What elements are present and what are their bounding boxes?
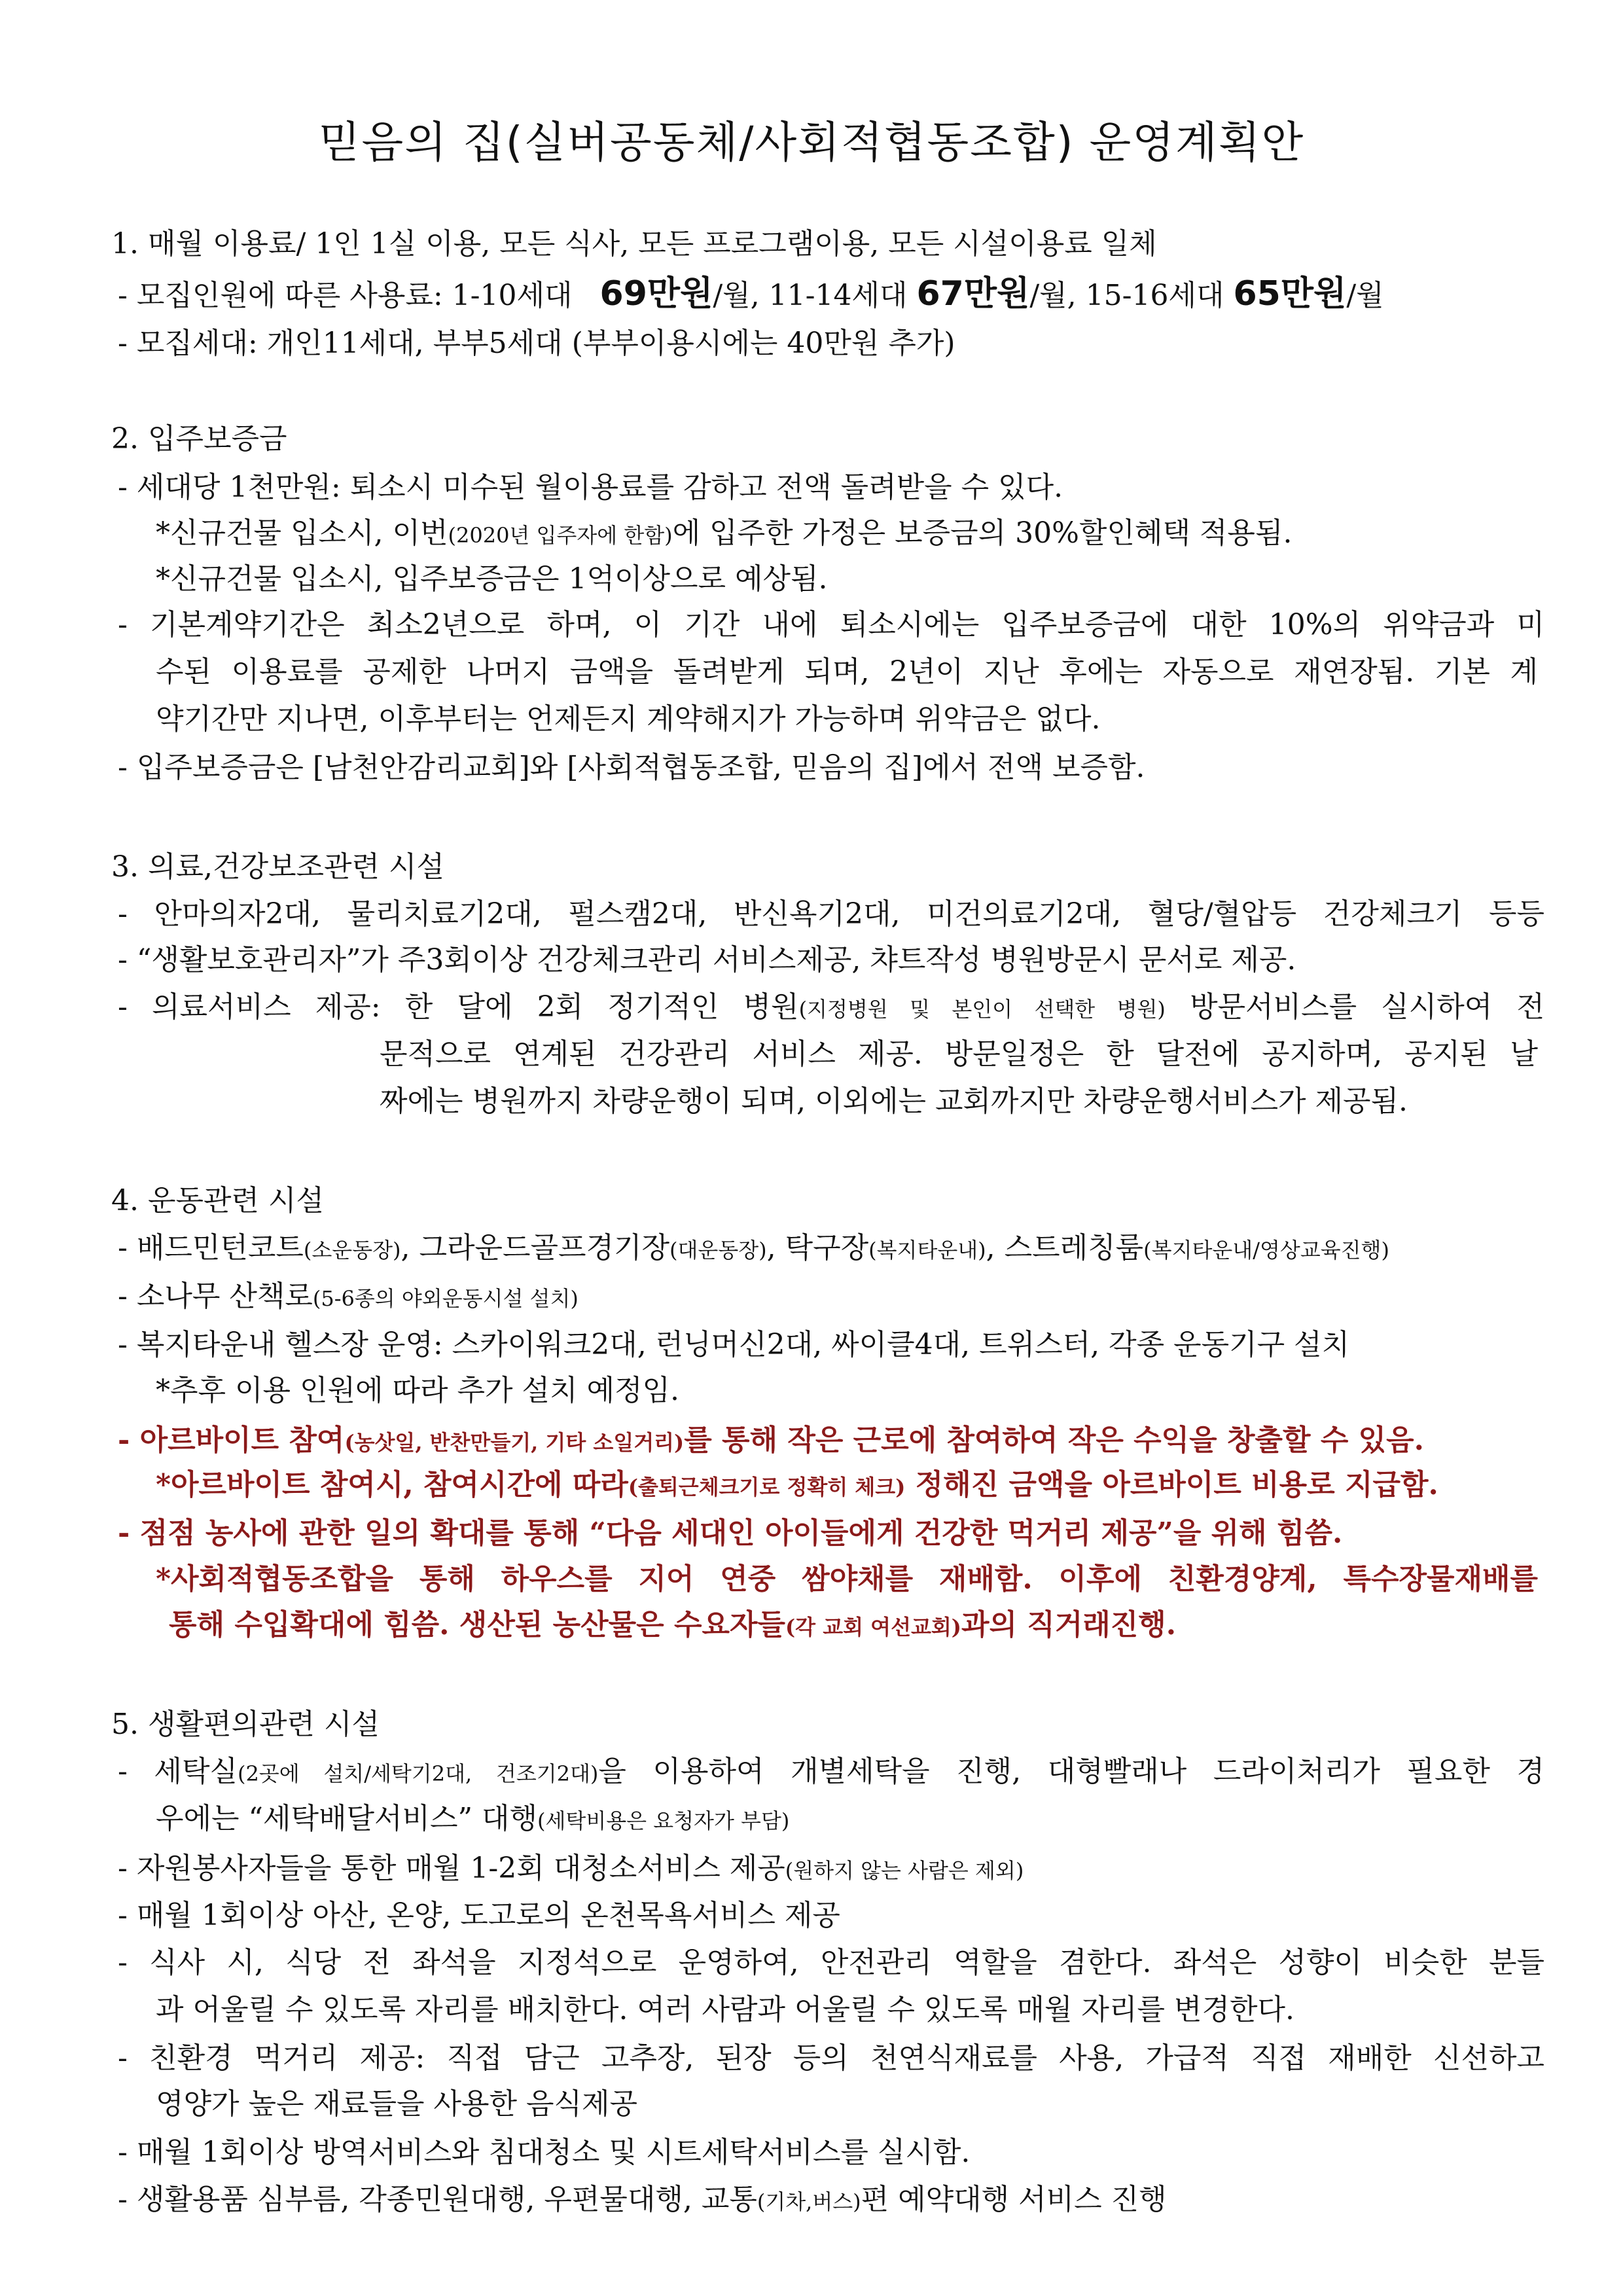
- parttime-line-1-a: - 아르바이트 참여: [118, 1424, 345, 1457]
- living-line-6: 과 어울릴 수 있도록 자리를 배치한다. 여러 사람과 어울릴 수 있도록 매월 자리를 변경한다.: [156, 1993, 1294, 2026]
- fee-tier1: 69만원: [599, 274, 713, 314]
- living-line-2: [156, 1796, 1623, 1844]
- section2-heading: 2. 입주보증금: [111, 422, 287, 456]
- sports-line-1: [118, 1225, 1623, 1273]
- section4-heading: 4. 운동관련 시설: [111, 1184, 324, 1217]
- deposit-line-2-text-b: 에 입주한 가정은 보증금의 30%할인혜택 적용됨.: [672, 516, 1293, 550]
- sports-line-2: [118, 1274, 1623, 1321]
- living-line-2-a: 우에는 “세탁배달서비스” 대행: [156, 1802, 538, 1835]
- medical-line-5: 짜에는 병원까지 차량운행이 되며, 이외에는 교회까지만 차량운행서비스가 제공됨.: [380, 1085, 1408, 1118]
- living-line-8: 영양가 높은 재료들을 사용한 음식제공: [156, 2087, 638, 2121]
- sports-line-4: *추후 이용 인원에 따라 추가 설치 예정임.: [156, 1374, 679, 1407]
- living-line-10: [118, 2177, 1623, 2225]
- farming-line-2: *사회적협동조합을 통해 하우스를 지어 연중 쌈야채를 재배함. 이후에 친환경양계, 특수장물재배를: [156, 1562, 1538, 1596]
- deposit-line-6: 약기간만 지나면, 이후부터는 언제든지 계약해지가 가능하며 위약금은 없다.: [156, 702, 1101, 736]
- parttime-line-2-note: (출퇴근체크기로 정확히 체크): [628, 1475, 906, 1499]
- parttime-line-2-b: 정해진 금액을 아르바이트 비용로 지급함.: [905, 1468, 1438, 1501]
- fee-line: [118, 271, 1623, 319]
- medical-line-4: 문적으로 연계된 건강관리 서비스 제공. 방문일정은 한 달전에 공지하며, 공지된 날: [380, 1037, 1538, 1071]
- households-line: - 모집세대: 개인11세대, 부부5세대 (부부이용시에는 40만원 추가): [118, 327, 955, 360]
- sports-line-1-a: - 배드민턴코트: [118, 1231, 304, 1265]
- sports-line-1-b: , 그라운드골프경기장: [401, 1231, 670, 1265]
- living-line-10-b: 편 예약대행 서비스 진행: [861, 2183, 1167, 2216]
- fee-prefix: - 모집인원에 따른 사용료: 1-10세대: [118, 279, 573, 312]
- sports-line-1-d: , 스트레칭룸: [986, 1231, 1144, 1265]
- parttime-line-1-b: 를 통해 작은 근로에 참여하여 작은 수익을 창출할 수 있음.: [684, 1424, 1424, 1457]
- deposit-line-1: - 세대당 1천만원: 퇴소시 미수된 월이용료를 감하고 전액 돌려받을 수 있다.: [118, 471, 1063, 504]
- section5-heading: 5. 생활편의관련 시설: [111, 1708, 380, 1741]
- medical-line-3-text-b: 방문서비스를 실시하여 전: [1165, 990, 1544, 1024]
- sports-line-3: - 복지타운내 헬스장 운영: 스카이워크2대, 런닝머신2대, 싸이클4대, 트위스터, 각종 운동기구 설치: [118, 1328, 1350, 1361]
- sports-line-1-note-3: (복지타운내): [868, 1238, 986, 1263]
- fee-tier3: 65만원: [1233, 274, 1347, 314]
- sports-line-1-note-2: (대운동장): [669, 1238, 767, 1263]
- living-line-1: [118, 1749, 1544, 1797]
- farming-line-1: - 점점 농사에 관한 일의 확대를 통해 “다음 세대인 아이들에게 건강한 먹거리 제공”을 위해 힘씀.: [118, 1516, 1343, 1550]
- deposit-line-5: 수된 이용료를 공제한 나머지 금액을 돌려받게 되며, 2년이 지난 후에는 자동으로 재연장됨. 기본 계: [156, 655, 1538, 689]
- fee-tier2: 67만원: [916, 274, 1030, 314]
- living-line-9: - 매월 1회이상 방역서비스와 침대청소 및 시트세탁서비스를 실시함.: [118, 2136, 971, 2169]
- farming-line-3: [169, 1602, 1623, 1650]
- sports-line-1-c: , 탁구장: [766, 1231, 869, 1265]
- deposit-line-2-note: (2020년 입주자에 한함): [448, 523, 673, 548]
- living-line-7: - 친환경 먹거리 제공: 직접 담근 고추장, 된장 등의 천연식재료를 사용, 가급적 직접 재배한 신선하고: [118, 2041, 1544, 2075]
- living-line-10-a: - 생활용품 심부름, 각종민원대행, 우편물대행, 교통: [118, 2183, 757, 2216]
- sports-line-2-text: - 소나무 산책로: [118, 1280, 313, 1313]
- living-line-10-note: (기차,버스): [757, 2189, 861, 2214]
- deposit-line-3: *신규건물 입소시, 입주보증금은 1억이상으로 예상됨.: [156, 562, 828, 596]
- medical-line-3-note: (지정병원 및 본인이 선택한 병원): [798, 997, 1166, 1022]
- section1-heading: 1. 매월 이용료/ 1인 1실 이용, 모든 식사, 모든 프로그램이용, 모든 시설이용료 일체: [111, 227, 1157, 260]
- medical-line-3: [118, 984, 1544, 1032]
- parttime-line-2: [156, 1462, 1623, 1510]
- medical-line-2: - “생활보호관리자”가 주3회이상 건강체크관리 서비스제공, 챠트작성 병원방문시 문서로 제공.: [118, 943, 1296, 977]
- living-line-3-note: (원하지 않는 사람은 제외): [785, 1858, 1024, 1883]
- living-line-3: [118, 1846, 1623, 1893]
- medical-line-3-text: - 의료서비스 제공: 한 달에 2회 정기적인 병원: [118, 990, 799, 1024]
- parttime-line-2-a: *아르바이트 참여시, 참여시간에 따라: [156, 1468, 628, 1501]
- living-line-2-note: (세탁비용은 요청자가 부담): [537, 1808, 790, 1833]
- living-line-1-a: - 세탁실: [118, 1755, 238, 1788]
- deposit-line-7: - 입주보증금은 [남천안감리교회]와 [사회적협동조합, 믿음의 집]에서 전액 보증함.: [118, 751, 1145, 784]
- section3-heading: 3. 의료,건강보조관련 시설: [111, 850, 444, 884]
- farming-line-3-a: 통해 수입확대에 힘씀. 생산된 농산물은 수요자들: [169, 1608, 785, 1641]
- living-line-3-a: - 자원봉사자들을 통한 매월 1-2회 대청소서비스 제공: [118, 1852, 785, 1885]
- deposit-line-4: - 기본계약기간은 최소2년으로 하며, 이 기간 내에 퇴소시에는 입주보증금에 대한 10%의 위약금과 미: [118, 608, 1544, 641]
- fee-mid2: /월, 15-16세대: [1029, 279, 1224, 312]
- medical-line-1: - 안마의자2대, 물리치료기2대, 펄스캠2대, 반신욕기2대, 미건의료기2대, 혈당/혈압등 건강체크기 등등: [118, 897, 1544, 931]
- living-line-1-note: (2곳에 설치/세탁기2대, 건조기2대): [237, 1761, 599, 1786]
- page-title: 믿음의 집(실버공동체/사회적협동조합) 운영계획안: [318, 117, 1305, 168]
- living-line-5: - 식사 시, 식당 전 좌석을 지정석으로 운영하여, 안전관리 역할을 겸한다. 좌석은 성향이 비슷한 분들: [118, 1946, 1544, 1979]
- parttime-line-1-note: (농삿일, 반찬만들기, 기타 소일거리): [344, 1430, 685, 1455]
- living-line-4: - 매월 1회이상 아산, 온양, 도고로의 온천목욕서비스 제공: [118, 1899, 840, 1932]
- living-line-1-b: 을 이용하여 개별세탁을 진행, 대형빨래나 드라이처리가 필요한 경: [598, 1755, 1544, 1788]
- deposit-line-2-text: *신규건물 입소시, 이번: [156, 516, 448, 550]
- parttime-line-1: [118, 1418, 1623, 1465]
- farming-line-3-b: 과의 직거래진행.: [961, 1608, 1177, 1641]
- sports-line-1-note-1: (소운동장): [303, 1238, 401, 1263]
- deposit-line-2: [156, 511, 1623, 558]
- farming-line-3-note: (각 교회 여선교회): [785, 1615, 961, 1640]
- sports-line-1-note-4: (복지타운내/영상교육진행): [1143, 1238, 1389, 1263]
- fee-mid1: /월, 11-14세대: [713, 279, 908, 312]
- sports-line-2-note: (5-6종의 야외운동시설 설치): [312, 1286, 579, 1311]
- fee-suffix: /월: [1346, 279, 1384, 312]
